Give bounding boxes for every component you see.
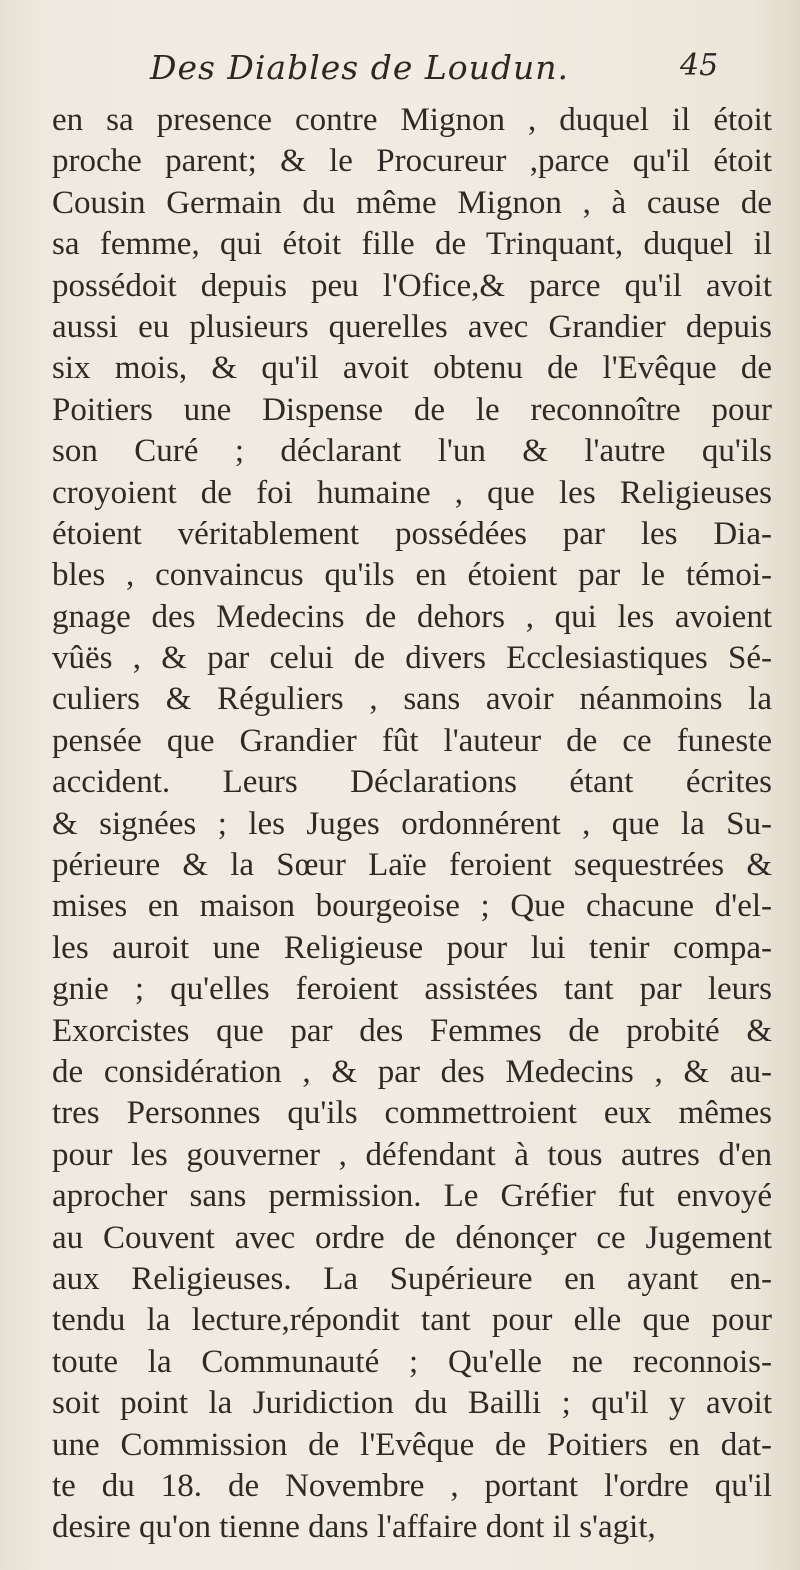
page-header xyxy=(0,48,800,108)
text-line: aux Religieuses. La Supérieure en ayant en- xyxy=(52,1260,772,1297)
text-line: de considération , & par des Medecins , & au- xyxy=(52,1053,772,1090)
text-line: au Couvent avec ordre de dénonçer ce Jugement xyxy=(52,1219,772,1256)
text-line: proche parent; & le Procureur ,parce qu'il étoit xyxy=(52,143,772,180)
text-line: aussi eu plusieurs querelles avec Grandier depuis xyxy=(52,308,772,345)
text-line: desire qu'on tienne dans l'affaire dont il s'agit, xyxy=(52,1509,656,1546)
text-line: vûës , & par celui de divers Ecclesiastiques Sé- xyxy=(52,640,772,677)
text-line: six mois, & qu'il avoit obtenu de l'Evêque de xyxy=(52,350,772,387)
text-line: toute la Communauté ; Qu'elle ne reconnois- xyxy=(52,1343,772,1380)
text-line: gnie ; qu'elles feroient assistées tant par leurs xyxy=(52,971,772,1008)
text-line: possédoit depuis peu l'Ofice,& parce qu'il avoit xyxy=(52,267,772,304)
text-line: Poitiers une Dispense de le reconnoître pour xyxy=(52,391,772,428)
text-line: Cousin Germain du même Mignon , à cause de xyxy=(52,184,772,221)
text-line: sa femme, qui étoit fille de Trinquant, duquel il xyxy=(52,226,772,263)
text-line: son Curé ; déclarant l'un & l'autre qu'ils xyxy=(52,433,772,470)
text-line: une Commission de l'Evêque de Poitiers en dat- xyxy=(52,1426,772,1463)
text-line: étoient véritablement possédées par les Dia- xyxy=(52,515,772,552)
text-line: en sa presence contre Mignon , duquel il étoit xyxy=(52,102,772,138)
text-line: te du 18. de Novembre , portant l'ordre qu'il xyxy=(52,1467,772,1504)
running-title: Des Diables de Loudun. xyxy=(150,48,570,87)
text-line: croyoient de foi humaine , que les Religieuses xyxy=(52,474,772,511)
text-line: les auroit une Religieuse pour lui tenir compa- xyxy=(52,929,772,966)
text-line: soit point la Juridiction du Bailli ; qu'il y avoit xyxy=(52,1385,772,1422)
text-line: pensée que Grandier fût l'auteur de ce funeste xyxy=(52,722,772,759)
text-line: accident. Leurs Déclarations étant écrites xyxy=(52,764,772,801)
body-text xyxy=(52,100,772,1549)
text-line: Exorcistes que par des Femmes de probité & xyxy=(52,1012,772,1049)
text-line: périeure & la Sœur Laïe feroient sequestrées & xyxy=(52,847,772,884)
page-number: 45 xyxy=(680,48,719,83)
text-line: pour les gouverner , défendant à tous autres d'en xyxy=(52,1136,772,1173)
text-line: & signées ; les Juges ordonnérent , que la Su- xyxy=(52,805,772,842)
text-line: bles , convaincus qu'ils en étoient par le témoi- xyxy=(52,557,772,594)
text-line: aprocher sans permission. Le Gréfier fut envoyé xyxy=(52,1178,772,1215)
text-line: mises en maison bourgeoise ; Que chacune d'el- xyxy=(52,888,772,925)
text-line: gnage des Medecins de dehors , qui les avoient xyxy=(52,598,772,635)
text-line: culiers & Réguliers , sans avoir néanmoins la xyxy=(52,681,772,718)
text-line: tres Personnes qu'ils commettroient eux mêmes xyxy=(52,1095,772,1132)
text-line: tendu la lecture,répondit tant pour elle que pour xyxy=(52,1302,772,1339)
